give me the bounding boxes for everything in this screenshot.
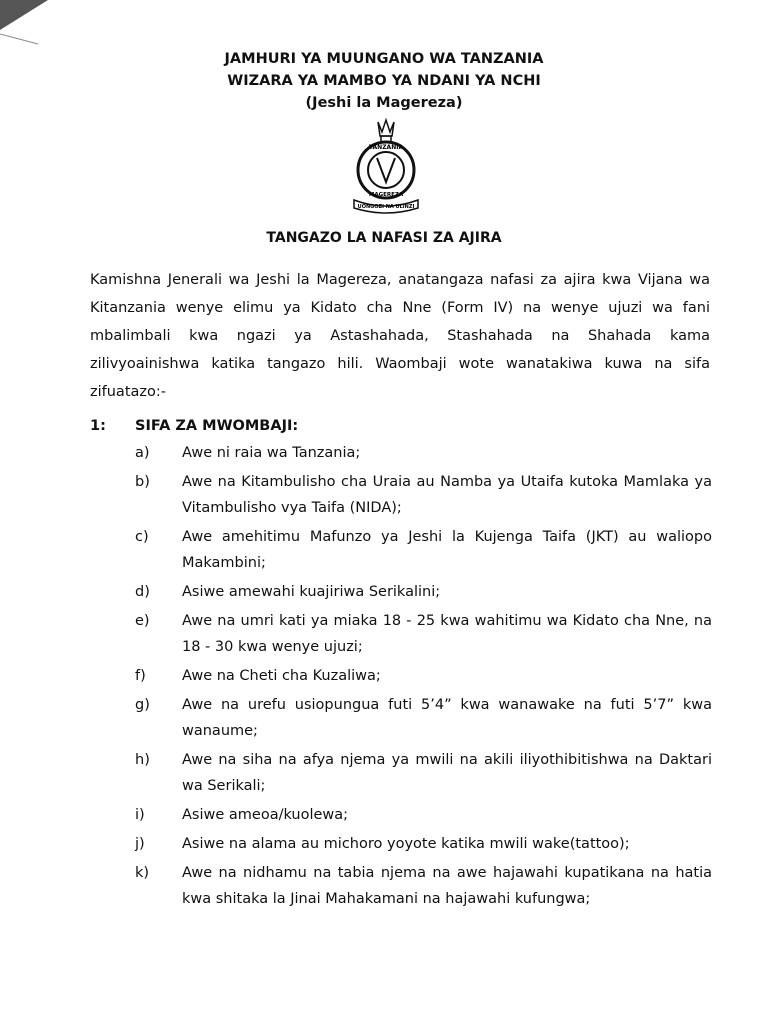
scan-corner-mark [0, 0, 60, 45]
prisons-emblem-icon [348, 118, 424, 214]
header-ministry: WIZARA YA MAMBO YA NDANI YA NCHI [227, 73, 541, 89]
list-item [135, 831, 712, 857]
item-text: Awe ni raia wa Tanzania; [182, 445, 361, 461]
section-heading [90, 418, 710, 434]
list-item [135, 663, 712, 689]
item-text: Awe na Cheti cha Kuzaliwa; [182, 668, 381, 684]
item-text: Awe na nidhamu na tabia njema na awe hajawahi kupatikana na hatia kwa shitaka la Jinai Mahakamani na hajawahi kufungwa; [182, 865, 712, 907]
list-item [135, 579, 712, 605]
emblem-top-text: TANZANIA [368, 144, 404, 151]
intro-text: Kamishna Jenerali wa Jeshi la Magereza, anatangaza nafasi za ajira kwa Vijana wa Kitanzania wenye elimu ya Kidato cha Nne (Form IV) na wenye ujuzi wa fani mbalimbali kwa ngazi ya Astashahada, Stashahada na Shahada kama zilivyoainishwa katika tangazo hili. Waombaji wote wanatakiwa kuwa na sifa zifuatazo:- [90, 272, 710, 400]
header-department: (Jeshi la Magereza) [305, 95, 463, 111]
item-letter: j) [135, 836, 145, 852]
list-item [135, 524, 712, 576]
item-text: Asiwe ameoa/kuolewa; [182, 807, 349, 823]
item-text: Awe na Kitambulisho cha Uraia au Namba ya Utaifa kutoka Mamlaka ya Vitambulisho vya Taifa (NIDA); [182, 474, 712, 516]
item-text: Asiwe na alama au michoro yoyote katika mwili wake(tattoo); [182, 836, 630, 852]
item-text: Awe na siha na afya njema ya mwili na akili iliyothibitishwa na Daktari wa Serikali; [182, 752, 712, 794]
intro-paragraph [90, 266, 710, 406]
item-letter: h) [135, 752, 150, 768]
list-item [135, 440, 712, 466]
header-republic: JAMHURI YA MUUNGANO WA TANZANIA [224, 51, 544, 67]
item-text: Asiwe amewahi kuajiriwa Serikalini; [182, 584, 441, 600]
item-letter: i) [135, 807, 145, 823]
list-item [135, 692, 712, 744]
item-text: Awe amehitimu Mafunzo ya Jeshi la Kujenga Taifa (JKT) au waliopo Makambini; [182, 529, 712, 571]
list-item [135, 469, 712, 521]
item-text: Awe na urefu usiopungua futi 5’4” kwa wanawake na futi 5’7” kwa wanaume; [182, 697, 712, 739]
item-letter: d) [135, 584, 150, 600]
emblem-ribbon-text: UONGOZI NA ULINZI [357, 204, 415, 210]
requirements-list [135, 440, 712, 915]
emblem-bottom-text: MAGEREZA [368, 192, 404, 198]
list-item [135, 802, 712, 828]
announcement-title: TANGAZO LA NAFASI ZA AJIRA [266, 230, 502, 246]
item-letter: c) [135, 529, 149, 545]
list-item [135, 608, 712, 660]
item-letter: g) [135, 697, 150, 713]
item-letter: k) [135, 865, 150, 881]
item-letter: b) [135, 474, 150, 490]
document-header [0, 48, 768, 114]
list-item [135, 747, 712, 799]
item-text: Awe na umri kati ya miaka 18 - 25 kwa wahitimu wa Kidato cha Nne, na 18 - 30 kwa wenye ujuzi; [182, 613, 712, 655]
item-letter: e) [135, 613, 150, 629]
item-letter: a) [135, 445, 150, 461]
item-letter: f) [135, 668, 146, 684]
section-number: 1: [90, 418, 106, 434]
list-item [135, 860, 712, 912]
section-title: SIFA ZA MWOMBAJI: [135, 418, 299, 434]
